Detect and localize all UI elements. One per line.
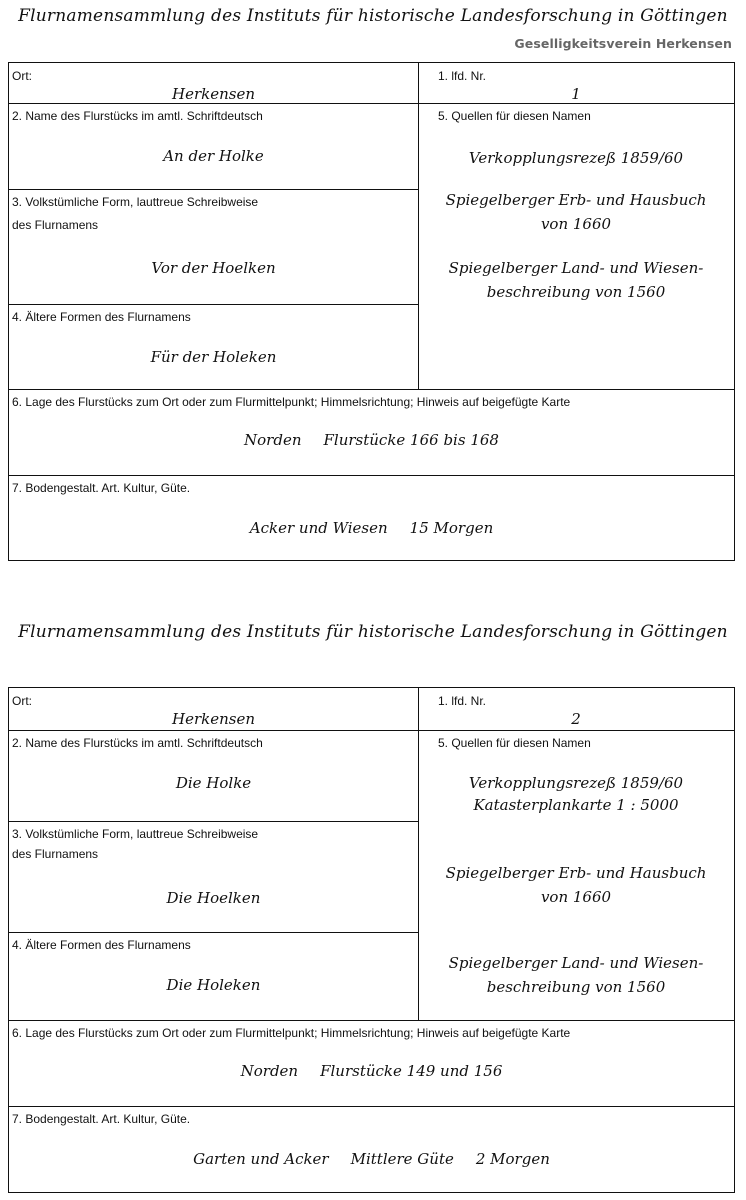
ort-cell bbox=[9, 688, 418, 730]
lage-parcels: Flurstücke 149 und 156 bbox=[320, 1062, 503, 1080]
boden-usage: Garten und Acker bbox=[193, 1150, 329, 1168]
source-line: Spiegelberger Land- und Wiesen- bbox=[448, 954, 704, 972]
sources-label: 5. Quellen für diesen Namen bbox=[438, 109, 591, 123]
source-line: Spiegelberger Erb- und Hausbuch bbox=[445, 864, 707, 882]
lage-label: 6. Lage des Flurstücks zum Ort oder zum Flurmittelpunkt; Himmelsrichtung; Hinweis auf beigefügte Karte bbox=[12, 1026, 571, 1040]
boden-cell bbox=[9, 1106, 734, 1192]
older-form-cell bbox=[9, 304, 418, 389]
boden-usage: Acker und Wiesen bbox=[249, 519, 388, 537]
name-cell bbox=[9, 103, 418, 189]
form-title-2: Flurnamensammlung des Instituts für historische Landesforschung in Göttingen bbox=[18, 622, 728, 642]
form-title-1: Flurnamensammlung des Instituts für historische Landesforschung in Göttingen bbox=[18, 6, 728, 26]
ort-label: Ort: bbox=[12, 694, 32, 708]
lfd-nr-cell bbox=[418, 63, 734, 103]
folk-form-label: 3. Volkstümliche Form, lauttreue Schreibweise bbox=[12, 195, 259, 209]
folk-form-label-2: des Flurnamens bbox=[12, 218, 99, 232]
folk-form-value: Die Hoelken bbox=[166, 889, 261, 907]
lfd-nr-label: 1. lfd. Nr. bbox=[438, 69, 487, 83]
name-value: Die Holke bbox=[175, 774, 252, 792]
older-form-value: Für der Holeken bbox=[150, 348, 277, 366]
older-form-value: Die Holeken bbox=[166, 976, 261, 994]
older-form-cell bbox=[9, 932, 418, 1020]
boden-size: 2 Morgen bbox=[475, 1150, 550, 1168]
folk-form-label: 3. Volkstümliche Form, lauttreue Schreibweise bbox=[12, 827, 259, 841]
lage-label: 6. Lage des Flurstücks zum Ort oder zum Flurmittelpunkt; Himmelsrichtung; Hinweis auf beigefügte Karte bbox=[12, 395, 571, 409]
name-label: 2. Name des Flurstücks im amtl. Schriftdeutsch bbox=[12, 109, 263, 123]
source-line: Spiegelberger Land- und Wiesen- bbox=[448, 259, 704, 277]
source-line: Katasterplankarte 1 : 5000 bbox=[473, 796, 679, 814]
lfd-nr-value: 1 bbox=[571, 85, 581, 103]
name-cell bbox=[9, 730, 418, 821]
lage-direction: Norden bbox=[244, 431, 302, 449]
source-line: beschreibung von 1560 bbox=[486, 978, 666, 996]
lfd-nr-cell bbox=[418, 688, 734, 730]
folk-form-value: Vor der Hoelken bbox=[151, 259, 276, 277]
boden-cell bbox=[9, 475, 734, 561]
sources-label: 5. Quellen für diesen Namen bbox=[438, 736, 591, 750]
source-line: beschreibung von 1560 bbox=[486, 283, 666, 301]
name-value: An der Holke bbox=[163, 147, 264, 165]
boden-label: 7. Bodengestalt. Art. Kultur, Güte. bbox=[12, 481, 191, 495]
stamp: Geselligkeitsverein Herkensen bbox=[514, 36, 732, 51]
lage-cell bbox=[9, 1020, 734, 1106]
name-label: 2. Name des Flurstücks im amtl. Schriftdeutsch bbox=[12, 736, 263, 750]
lage-value bbox=[9, 1062, 734, 1080]
boden-value bbox=[9, 1150, 734, 1168]
form-card-1 bbox=[8, 62, 735, 561]
lfd-nr-label: 1. lfd. Nr. bbox=[438, 694, 487, 708]
form-card-2 bbox=[8, 687, 735, 1193]
older-form-label: 4. Ältere Formen des Flurnamens bbox=[12, 310, 191, 324]
folk-form-cell bbox=[9, 189, 418, 304]
boden-quality: Mittlere Güte bbox=[350, 1150, 454, 1168]
boden-size: 15 Morgen bbox=[409, 519, 494, 537]
source-line: von 1660 bbox=[540, 215, 612, 233]
boden-value bbox=[9, 519, 734, 537]
ort-value: Herkensen bbox=[172, 710, 255, 728]
source-line: Verkopplungsrezeß 1859/60 bbox=[468, 149, 684, 167]
ort-cell bbox=[9, 63, 418, 103]
source-line: Verkopplungsrezeß 1859/60 bbox=[468, 774, 684, 792]
source-line: Spiegelberger Erb- und Hausbuch bbox=[445, 191, 707, 209]
boden-label: 7. Bodengestalt. Art. Kultur, Güte. bbox=[12, 1112, 191, 1126]
sources-cell bbox=[418, 730, 734, 1020]
folk-form-label-2: des Flurnamens bbox=[12, 847, 99, 861]
lage-value bbox=[9, 431, 734, 449]
ort-value: Herkensen bbox=[172, 85, 255, 103]
lfd-nr-value: 2 bbox=[571, 710, 581, 728]
sources-cell bbox=[418, 103, 734, 389]
folk-form-cell bbox=[9, 821, 418, 932]
lage-direction: Norden bbox=[240, 1062, 299, 1080]
older-form-label: 4. Ältere Formen des Flurnamens bbox=[12, 938, 191, 952]
ort-label: Ort: bbox=[12, 69, 32, 83]
source-line: von 1660 bbox=[540, 888, 612, 906]
lage-cell bbox=[9, 389, 734, 475]
lage-parcels: Flurstücke 166 bis 168 bbox=[323, 431, 499, 449]
